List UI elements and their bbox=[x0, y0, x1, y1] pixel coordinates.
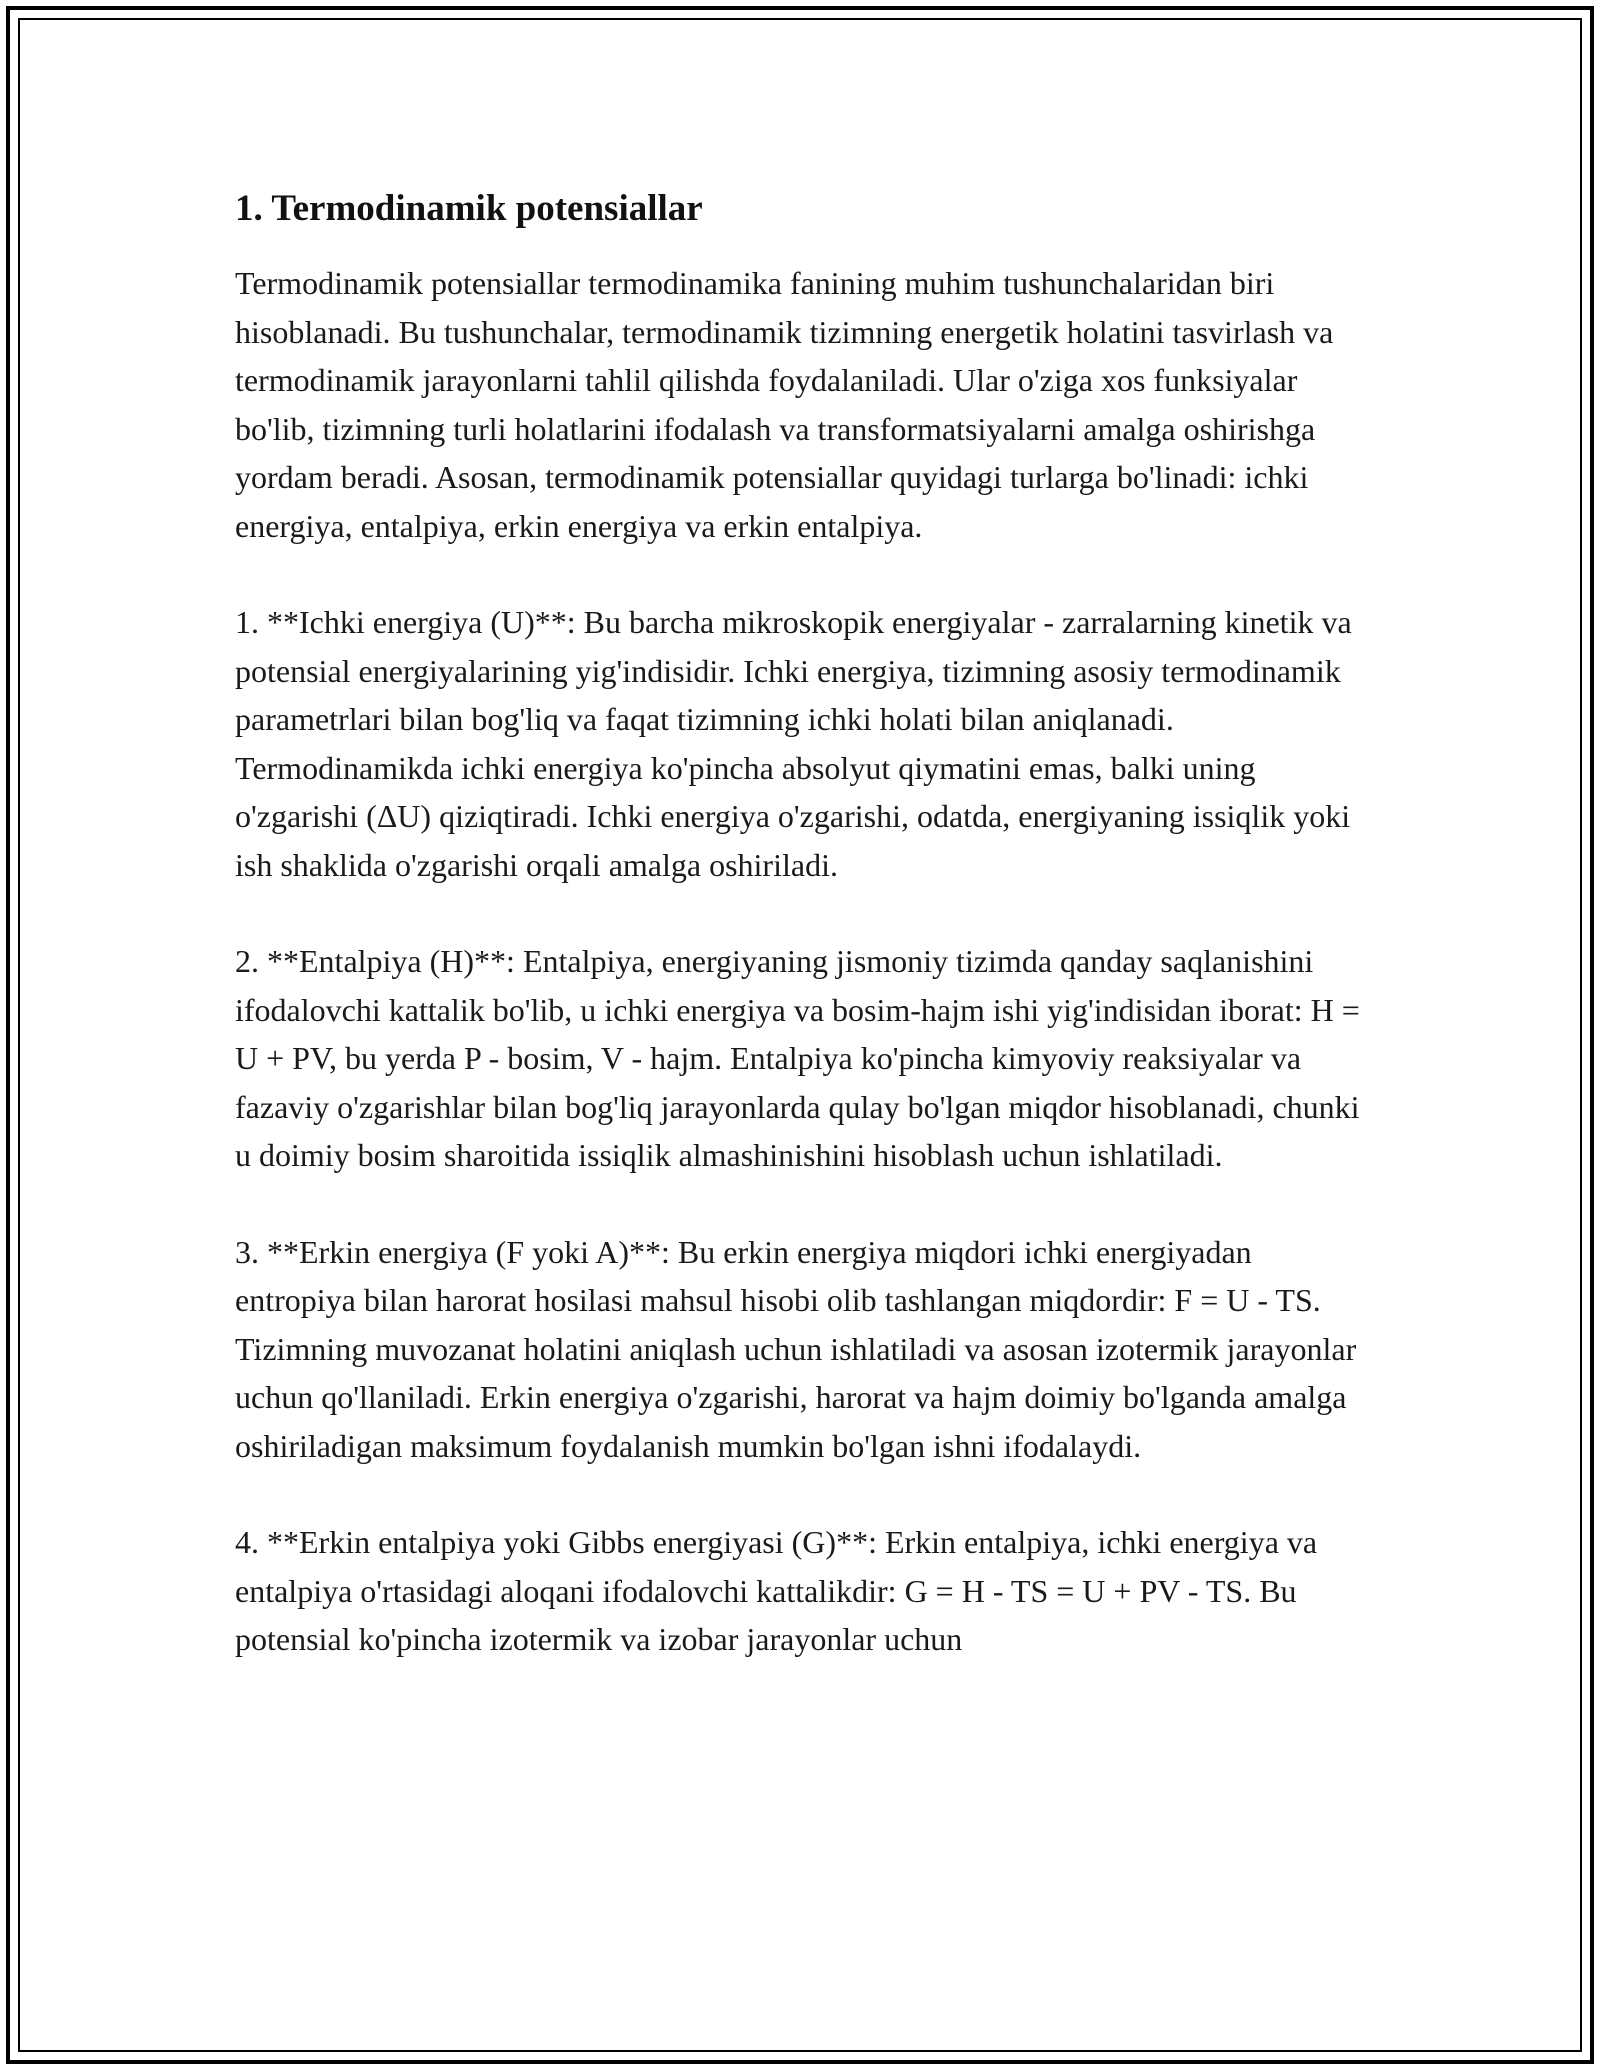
section-heading: 1. Termodinamik potensiallar bbox=[235, 188, 703, 229]
document-body bbox=[235, 185, 1375, 1712]
paragraph-free-energy: 3. **Erkin energiya (F yoki A)**: Bu erkin energiya miqdori ichki energiyadan entropiya bilan harorat hosilasi mahsul hisobi olib tashlangan miqdordir: F = U - TS. Tizimning muvozanat holatini aniqlash uchun ishlatiladi va asosan izotermik jarayonlar uchun qo'llaniladi. Erkin energiya o'zgarishi, harorat va hajm doimiy bo'lganda amalga oshiriladigan maksimum foydalanish mumkin bo'lgan ishni ifodalaydi. bbox=[235, 1233, 1357, 1464]
paragraph-gibbs-energy: 4. **Erkin entalpiya yoki Gibbs energiyasi (G)**: Erkin entalpiya, ichki energiya va entalpiya o'rtasidagi aloqani ifodalovchi kattalikdir: G = H - TS = U + PV - TS. Bu potensial ko'pincha izotermik va izobar jarayonlar uchun bbox=[235, 1524, 1318, 1658]
paragraph-internal-energy: 1. **Ichki energiya (U)**: Bu barcha mikroskopik energiyalar - zarralarning kinetik va potensial energiyalarining yig'indisidir. Ichki energiya, tizimning asosiy termodinamik parametrlari bilan bog'liq va faqat tizimning ichki holati bilan aniqlanadi. Termodinamikda ichki energiya ko'pincha absolyut qiymatini emas, balki uning o'zgarishi (ΔU) qiziqtiradi. Ichki energiya o'zgarishi, odatda, energiyaning issiqlik yoki ish shaklida o'zgarishi orqali amalga oshiriladi. bbox=[235, 604, 1352, 883]
paragraph-enthalpy: 2. **Entalpiya (H)**: Entalpiya, energiyaning jismoniy tizimda qanday saqlanishini ifodalovchi kattalik bo'lib, u ichki energiya va bosim-hajm ishi yig'indisidan iborat: H = U + PV, bu yerda P - bosim, V - hajm. Entalpiya ko'pincha kimyoviy reaksiyalar va fazaviy o'zgarishlar bilan bog'liq jarayonlarda qulay bo'lgan miqdor hisoblanadi, chunki u doimiy bosim sharoitida issiqlik almashinishini hisoblash uchun ishlatiladi. bbox=[235, 943, 1360, 1174]
intro-paragraph: Termodinamik potensiallar termodinamika fanining muhim tushunchalaridan biri hisoblanadi. Bu tushunchalar, termodinamik tizimning energetik holatini tasvirlash va termodinamik jarayonlarni tahlil qilishda foydalaniladi. Ular o'ziga xos funksiyalar bo'lib, tizimning turli holatlarini ifodalash va transformatsiyalarni amalga oshirishga yordam beradi. Asosan, termodinamik potensiallar quyidagi turlarga bo'linadi: ichki energiya, entalpiya, erkin energiya va erkin entalpiya. bbox=[235, 265, 1334, 544]
